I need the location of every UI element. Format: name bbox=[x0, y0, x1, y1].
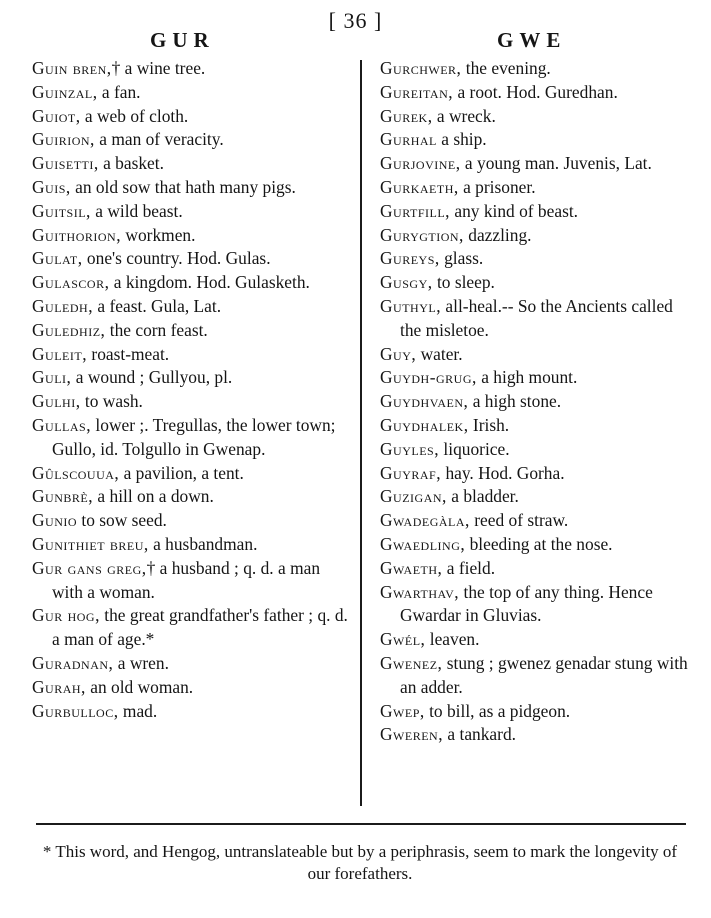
footnote: * This word, and Hengog, untranslateable but by a periphrasis, seem to mark the longevity of our forefathers. bbox=[42, 842, 678, 883]
entry-headword: Gur gans greg, bbox=[32, 557, 147, 578]
entry-definition: to sleep. bbox=[432, 272, 495, 293]
dictionary-entry bbox=[380, 652, 690, 700]
entry-headword: Guithorion, bbox=[32, 224, 122, 245]
entry-definition: a high mount. bbox=[476, 367, 578, 388]
dictionary-entry bbox=[32, 57, 352, 81]
dictionary-entry bbox=[32, 366, 352, 390]
entry-headword: Gurah, bbox=[32, 676, 86, 697]
entry-headword: Gurbulloc, bbox=[32, 700, 119, 721]
entry-definition: a prisoner. bbox=[458, 176, 536, 197]
dictionary-entry bbox=[32, 247, 352, 271]
entry-headword: Gwenez, bbox=[380, 652, 443, 673]
entry-definition: an old sow that hath many pigs. bbox=[70, 176, 296, 197]
dictionary-entry bbox=[32, 462, 352, 486]
dictionary-entry bbox=[380, 247, 690, 271]
entry-definition: a field. bbox=[442, 557, 496, 578]
entry-definition: dazzling. bbox=[463, 224, 532, 245]
entry-headword: Gur hog, bbox=[32, 605, 100, 626]
entry-headword: Gurtfill, bbox=[380, 200, 451, 221]
entry-definition: to bill, as a pidgeon. bbox=[424, 700, 571, 721]
entry-definition: glass. bbox=[439, 248, 484, 269]
entry-headword: Gureys, bbox=[380, 248, 440, 269]
entry-headword: Gwaedling, bbox=[380, 533, 466, 554]
entry-definition: a wild beast. bbox=[90, 200, 183, 221]
entry-definition: a wound ; Gullyou, pl. bbox=[71, 367, 233, 388]
dictionary-entry bbox=[32, 319, 352, 343]
dictionary-entry bbox=[380, 343, 690, 367]
entry-headword: Guthyl, bbox=[380, 295, 442, 316]
dictionary-entry bbox=[380, 200, 690, 224]
entry-headword: Guinzal, bbox=[32, 81, 98, 102]
right-entry-column bbox=[380, 57, 690, 747]
entry-headword: Guydhalek, bbox=[380, 414, 469, 435]
entry-definition: workmen. bbox=[121, 224, 196, 245]
entry-definition: a hill on a down. bbox=[93, 486, 214, 507]
entry-headword: Gulhi, bbox=[32, 391, 81, 412]
dictionary-entry bbox=[380, 57, 690, 81]
entry-definition: to wash. bbox=[80, 391, 143, 412]
entry-definition: liquorice. bbox=[439, 438, 510, 459]
dictionary-entry bbox=[380, 271, 690, 295]
entry-headword: Guisetti, bbox=[32, 153, 99, 174]
dictionary-entry bbox=[380, 390, 690, 414]
entry-headword: Guledh, bbox=[32, 295, 94, 316]
dictionary-entry bbox=[32, 176, 352, 200]
entry-headword: Gweren, bbox=[380, 724, 444, 745]
entry-headword: Guleit, bbox=[32, 343, 88, 364]
entry-definition: a young man. Juvenis, Lat. bbox=[460, 153, 652, 174]
entry-definition: one's country. Hod. Gulas. bbox=[82, 248, 271, 269]
dictionary-entry bbox=[380, 176, 690, 200]
left-entry-column bbox=[32, 57, 352, 723]
entry-definition: Irish. bbox=[468, 414, 510, 435]
entry-headword: Guy, bbox=[380, 343, 417, 364]
dictionary-entry bbox=[380, 485, 690, 509]
entry-headword: Guydh-grug, bbox=[380, 367, 477, 388]
entry-definition: a wren. bbox=[113, 652, 169, 673]
left-column-heading: GUR bbox=[150, 28, 215, 52]
entry-definition: a feast. Gula, Lat. bbox=[93, 295, 222, 316]
dictionary-entry bbox=[380, 81, 690, 105]
footnote-rule bbox=[36, 823, 686, 825]
entry-headword: Gurjovine, bbox=[380, 153, 461, 174]
entry-definition: the evening. bbox=[461, 58, 551, 78]
entry-definition: bleeding at the nose. bbox=[465, 533, 613, 554]
dictionary-entry bbox=[32, 509, 352, 533]
entry-headword: Guyraf, bbox=[380, 462, 442, 483]
entry-definition: a pavilion, a tent. bbox=[119, 462, 244, 483]
dictionary-entry bbox=[380, 128, 690, 152]
dictionary-entry bbox=[380, 533, 690, 557]
dictionary-entry bbox=[380, 105, 690, 129]
entry-headword: Guyles, bbox=[380, 438, 440, 459]
dictionary-entry bbox=[32, 295, 352, 319]
dictionary-entry bbox=[32, 128, 352, 152]
column-divider bbox=[360, 60, 362, 806]
dictionary-entry bbox=[380, 509, 690, 533]
dictionary-entry bbox=[380, 438, 690, 462]
entry-definition: roast-meat. bbox=[87, 343, 170, 364]
dictionary-entry bbox=[32, 343, 352, 367]
entry-headword: Gurhal bbox=[380, 129, 437, 150]
entry-headword: Gwaeth, bbox=[380, 557, 443, 578]
entry-headword: Gwarthav, bbox=[380, 581, 460, 602]
dictionary-entry bbox=[380, 628, 690, 652]
entry-definition: an old woman. bbox=[85, 676, 194, 697]
entry-headword: Guin bren, bbox=[32, 58, 112, 78]
entry-definition: a bladder. bbox=[446, 486, 519, 507]
dictionary-entry bbox=[32, 604, 352, 652]
entry-headword: Guradnan, bbox=[32, 652, 114, 673]
entry-headword: Gunbrè, bbox=[32, 486, 94, 507]
entry-headword: Gwél, bbox=[380, 629, 426, 650]
entry-headword: Guirion, bbox=[32, 129, 95, 150]
entry-definition: reed of straw. bbox=[469, 510, 569, 531]
entry-definition: the great grandfather's father ; q. d. a man of age.* bbox=[52, 605, 348, 650]
entry-headword: Guledhiz, bbox=[32, 319, 106, 340]
dictionary-entry bbox=[380, 557, 690, 581]
dictionary-entry bbox=[32, 557, 352, 605]
dictionary-entry bbox=[32, 700, 352, 724]
dictionary-entry bbox=[32, 485, 352, 509]
entry-headword: Gwep, bbox=[380, 700, 425, 721]
entry-headword: Gurchwer, bbox=[380, 58, 462, 78]
entry-definition: a ship. bbox=[436, 129, 487, 150]
dictionary-entry bbox=[32, 224, 352, 248]
entry-definition: all-heal.-- So the Ancients called the misletoe. bbox=[400, 295, 673, 340]
dictionary-entry bbox=[32, 414, 352, 462]
entry-headword: Gullas, bbox=[32, 414, 92, 435]
entry-definition: lower ;. Tregullas, the lower town; Gullo, id. Tolgullo in Gwenap. bbox=[52, 414, 336, 459]
entry-definition: hay. Hod. Gorha. bbox=[441, 462, 565, 483]
entry-definition: to sow seed. bbox=[77, 510, 167, 531]
entry-definition: a tankard. bbox=[443, 724, 516, 745]
dictionary-entry bbox=[32, 652, 352, 676]
entry-headword: Gurkaeth, bbox=[380, 176, 459, 197]
entry-definition: the top of any thing. Hence Gwardar in Gluvias. bbox=[400, 581, 653, 626]
entry-headword: Gureitan, bbox=[380, 81, 454, 102]
dictionary-entry bbox=[380, 152, 690, 176]
entry-headword: Guis, bbox=[32, 176, 71, 197]
dictionary-entry bbox=[380, 366, 690, 390]
entry-headword: Gwadegàla, bbox=[380, 510, 470, 531]
entry-definition: mad. bbox=[118, 700, 158, 721]
entry-definition: the corn feast. bbox=[105, 319, 208, 340]
entry-headword: Gulat, bbox=[32, 248, 83, 269]
dictionary-entry bbox=[380, 700, 690, 724]
entry-headword: Gurygtion, bbox=[380, 224, 464, 245]
entry-definition: a root. Hod. Guredhan. bbox=[453, 81, 618, 102]
entry-headword: Gusgy, bbox=[380, 272, 433, 293]
entry-headword: Guzigan, bbox=[380, 486, 447, 507]
dictionary-entry bbox=[32, 152, 352, 176]
entry-definition: a man of veracity. bbox=[94, 129, 224, 150]
entry-definition: a wreck. bbox=[432, 105, 496, 126]
entry-headword: Gulascor, bbox=[32, 272, 110, 293]
entry-definition: a high stone. bbox=[468, 391, 562, 412]
entry-definition: leaven. bbox=[425, 629, 480, 650]
entry-headword: Guiot, bbox=[32, 105, 81, 126]
entry-headword: Gunio bbox=[32, 510, 78, 531]
dictionary-entry bbox=[380, 581, 690, 629]
entry-headword: Gurek, bbox=[380, 105, 433, 126]
entry-headword: Gûlscouua, bbox=[32, 462, 120, 483]
dictionary-entry bbox=[380, 295, 690, 343]
entry-definition: a fan. bbox=[97, 81, 141, 102]
dictionary-entry bbox=[32, 533, 352, 557]
entry-headword: Gunithiet breu, bbox=[32, 533, 149, 554]
dictionary-entry bbox=[32, 390, 352, 414]
entry-definition: any kind of beast. bbox=[450, 200, 579, 221]
dictionary-entry bbox=[32, 81, 352, 105]
dictionary-entry bbox=[32, 676, 352, 700]
dictionary-entry bbox=[32, 200, 352, 224]
entry-definition: a kingdom. Hod. Gulasketh. bbox=[109, 272, 310, 293]
dictionary-entry bbox=[32, 271, 352, 295]
entry-definition: water. bbox=[416, 343, 463, 364]
entry-definition: † a husband ; q. d. a man with a woman. bbox=[52, 557, 321, 602]
entry-definition: a husbandman. bbox=[148, 533, 258, 554]
dictionary-entry bbox=[380, 462, 690, 486]
dictionary-entry bbox=[380, 414, 690, 438]
entry-definition: a basket. bbox=[98, 153, 164, 174]
entry-definition: stung ; gwenez genadar stung with an adder. bbox=[400, 652, 688, 697]
entry-headword: Guli, bbox=[32, 367, 72, 388]
right-column-heading: GWE bbox=[497, 28, 567, 52]
entry-headword: Guydhvaen, bbox=[380, 391, 469, 412]
dictionary-entry bbox=[32, 105, 352, 129]
dictionary-entry bbox=[380, 224, 690, 248]
dictionary-entry bbox=[380, 723, 690, 747]
entry-headword: Guitsil, bbox=[32, 200, 91, 221]
entry-definition: † a wine tree. bbox=[111, 58, 206, 78]
entry-definition: a web of cloth. bbox=[80, 105, 189, 126]
page-number: [ 36 ] bbox=[328, 8, 383, 33]
